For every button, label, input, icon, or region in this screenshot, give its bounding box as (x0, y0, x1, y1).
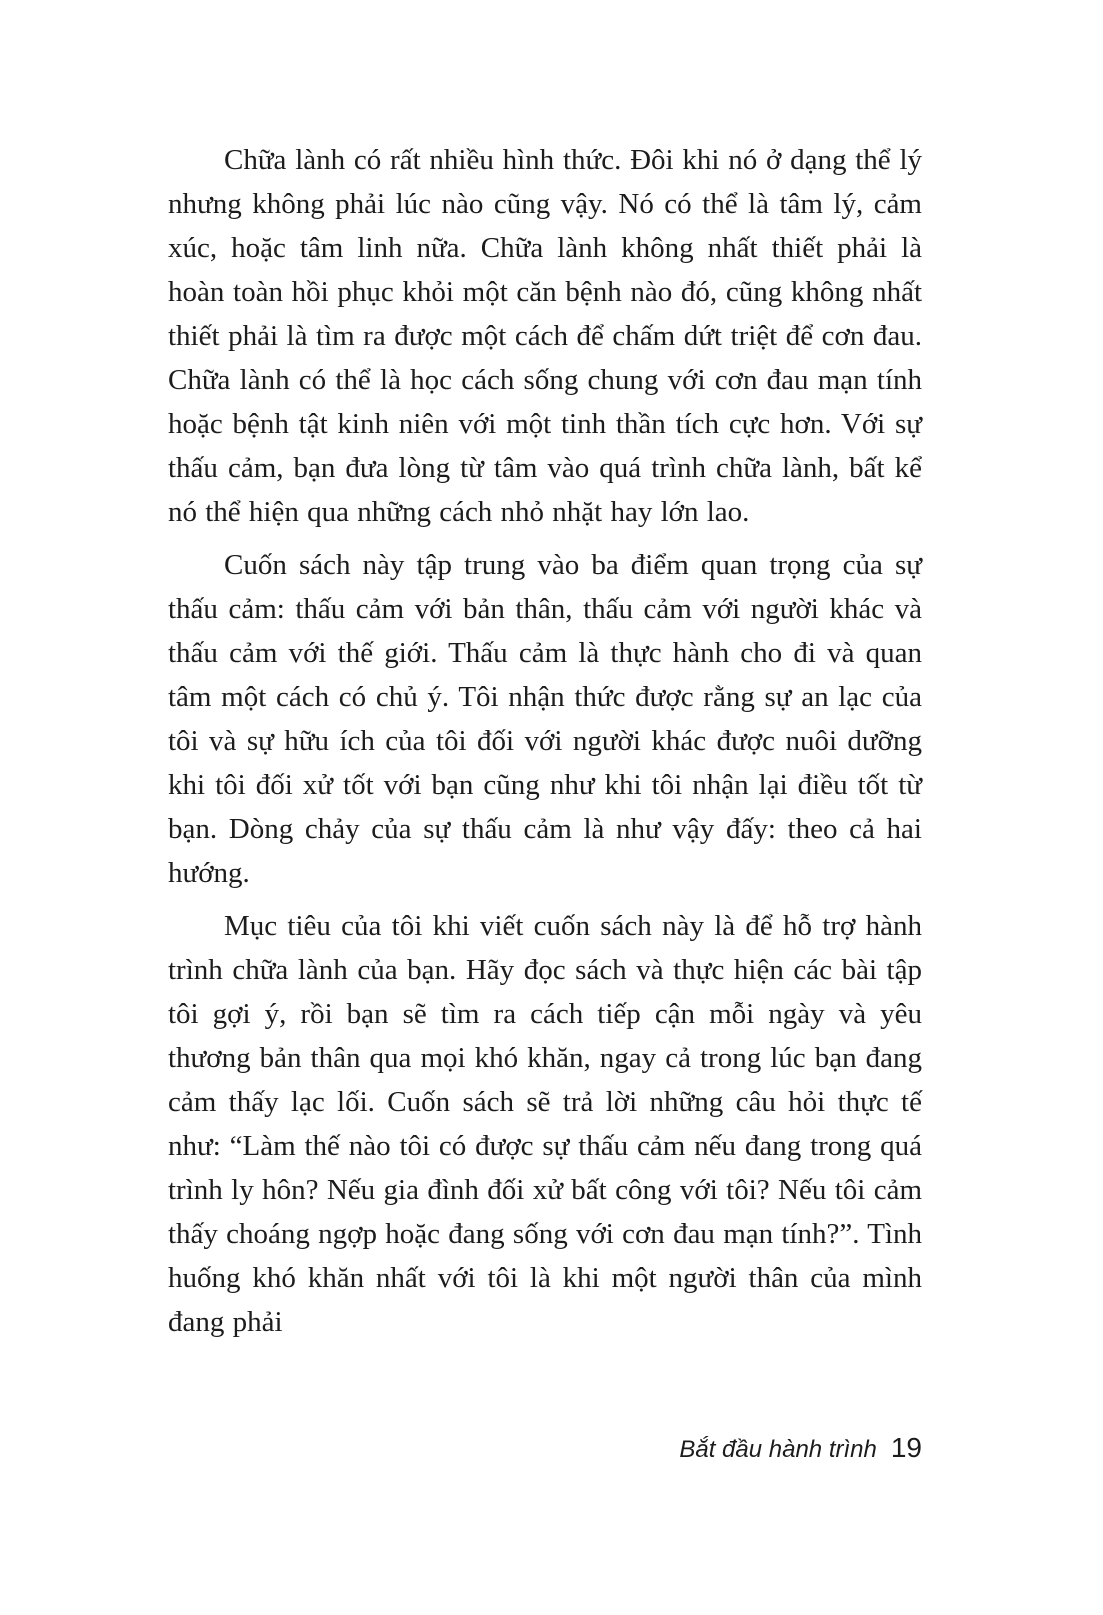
paragraph-1: Chữa lành có rất nhiều hình thức. Đôi khi nó ở dạng thể lý nhưng không phải lúc nào cũng vậy. Nó có thể là tâm lý, cảm xúc, hoặc tâm linh nữa. Chữa lành không nhất thiết phải là hoàn toàn hồi phục khỏi một căn bệnh nào đó, cũng không nhất thiết phải là tìm ra được một cách để chấm dứt triệt để cơn đau. Chữa lành có thể là học cách sống chung với cơn đau mạn tính hoặc bệnh tật kinh niên với một tinh thần tích cực hơn. Với sự thấu cảm, bạn đưa lòng từ tâm vào quá trình chữa lành, bất kể nó thể hiện qua những cách nhỏ nhặt hay lớn lao. (168, 144, 922, 528)
running-footer-title: Bắt đầu hành trình (679, 1436, 877, 1463)
paragraph-3: Mục tiêu của tôi khi viết cuốn sách này là để hỗ trợ hành trình chữa lành của bạn. Hãy đọc sách và thực hiện các bài tập tôi gợi ý, rồi bạn sẽ tìm ra cách tiếp cận mỗi ngày và yêu thương bản thân qua mọi khó khăn, ngay cả trong lúc bạn đang cảm thấy lạc lối. Cuốn sách sẽ trả lời những câu hỏi thực tế như: “Làm thế nào tôi có được sự thấu cảm nếu đang trong quá trình ly hôn? Nếu gia đình đối xử bất công với tôi? Nếu tôi cảm thấy choáng ngợp hoặc đang sống với cơn đau mạn tính?”. Tình huống khó khăn nhất với tôi là khi một người thân của mình đang phải (168, 910, 922, 1338)
page-footer (679, 1432, 922, 1464)
paragraph-2: Cuốn sách này tập trung vào ba điểm quan trọng của sự thấu cảm: thấu cảm với bản thân, thấu cảm với người khác và thấu cảm với thế giới. Thấu cảm là thực hành cho đi và quan tâm một cách có chủ ý. Tôi nhận thức được rằng sự an lạc của tôi và sự hữu ích của tôi đối với người khác được nuôi dưỡng khi tôi đối xử tốt với bạn cũng như khi tôi nhận lại điều tốt từ bạn. Dòng chảy của sự thấu cảm là như vậy đấy: theo cả hai hướng. (168, 549, 922, 889)
page-number: 19 (890, 1432, 922, 1463)
body-text (168, 138, 922, 1353)
